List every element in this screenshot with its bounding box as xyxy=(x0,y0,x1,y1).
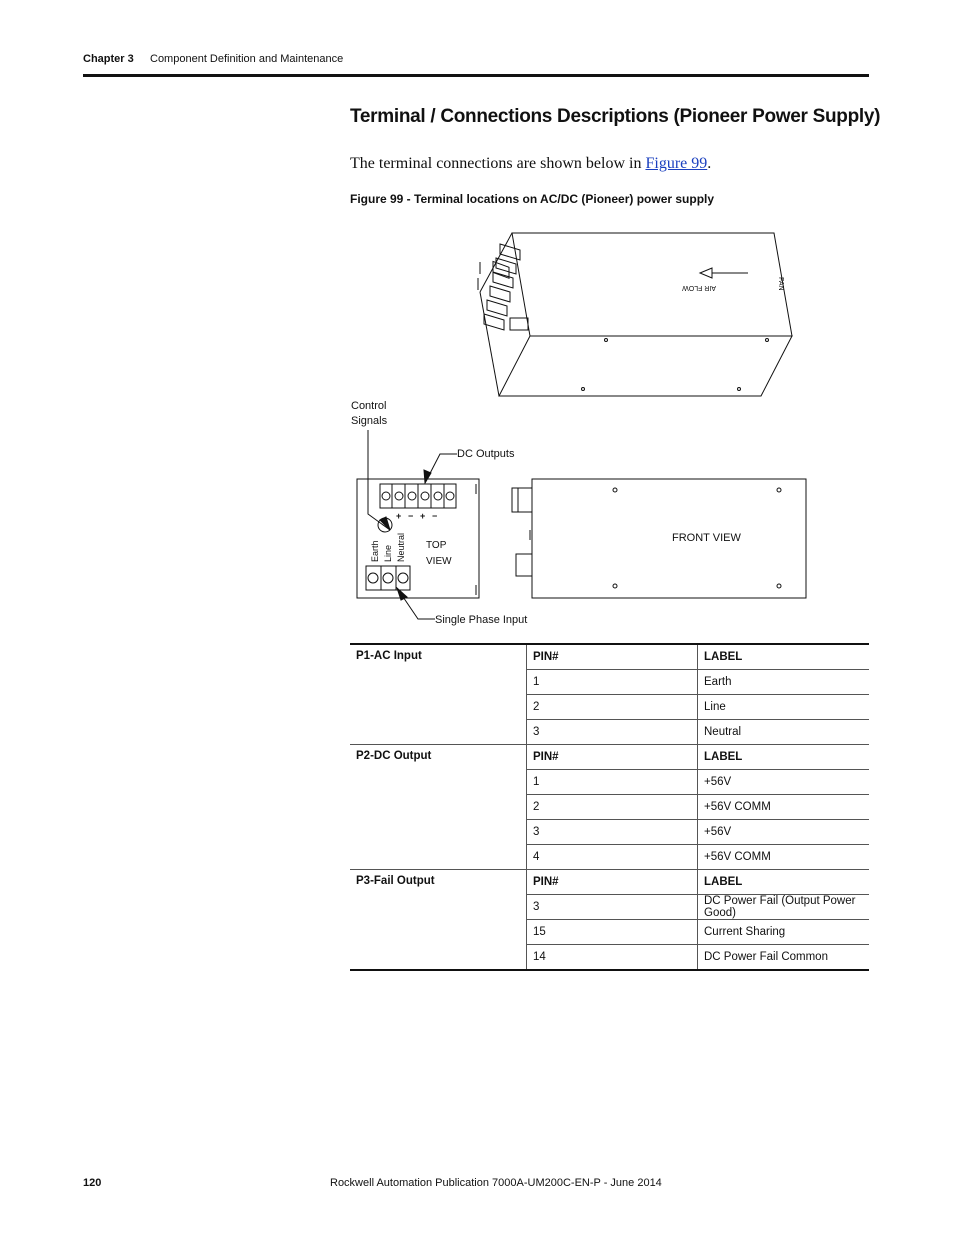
control-signals-label-2: Signals xyxy=(351,415,388,427)
pin-header: PIN# xyxy=(527,644,698,670)
group-name: P3-Fail Output xyxy=(350,870,527,971)
label-cell: Current Sharing xyxy=(698,920,870,945)
control-signals-label-1: Control xyxy=(351,400,387,412)
front-view-label: FRONT VIEW xyxy=(672,532,741,544)
label-cell: Line xyxy=(698,695,870,720)
page-number: 120 xyxy=(83,1177,102,1189)
box-top-face xyxy=(512,233,792,336)
pin-cell: 3 xyxy=(527,895,698,920)
pin-cell: 3 xyxy=(527,720,698,745)
pin-cell: 1 xyxy=(527,770,698,795)
label-cell: Neutral xyxy=(698,720,870,745)
terminal-blocks xyxy=(478,244,528,330)
figure-caption: Figure 99 - Terminal locations on AC/DC (Pioneer) power supply xyxy=(350,192,715,206)
intro-text: The terminal connections are shown below in xyxy=(350,155,646,172)
page-title: Terminal / Connections Descriptions (Pioneer Power Supply) xyxy=(350,106,881,127)
fan-label: FAN xyxy=(777,277,784,291)
group-name: P1-AC Input xyxy=(350,644,527,745)
svg-text:+: + xyxy=(396,511,402,521)
pin-cell: 2 xyxy=(527,695,698,720)
label-cell: +56V xyxy=(698,820,870,845)
top-view-label-2: VIEW xyxy=(426,556,452,567)
top-view-label-1: TOP xyxy=(426,540,447,551)
pin-cell: 14 xyxy=(527,945,698,971)
top-view xyxy=(357,479,479,598)
terminal-pin-table xyxy=(350,643,869,971)
pin-cell: 2 xyxy=(527,795,698,820)
pin-cell: 3 xyxy=(527,820,698,845)
label-cell: +56V xyxy=(698,770,870,795)
pin-cell: 1 xyxy=(527,670,698,695)
label-cell: DC Power Fail (Output Power Good) xyxy=(698,895,870,920)
chapter-label: Chapter 3 xyxy=(83,53,134,65)
box-front-face xyxy=(499,336,792,396)
table-row xyxy=(350,644,869,670)
leader-lines xyxy=(368,430,457,619)
earth-label: Earth xyxy=(370,540,380,562)
label-cell: +56V COMM xyxy=(698,845,870,870)
pin-cell: 15 xyxy=(527,920,698,945)
single-phase-input-label: Single Phase Input xyxy=(435,614,528,626)
line-label: Line xyxy=(383,544,393,562)
air-flow-label: AIR FLOW xyxy=(682,284,716,291)
power-supply-isometric xyxy=(478,233,792,396)
table-row xyxy=(350,745,869,770)
neutral-label: Neutral xyxy=(396,532,406,562)
label-cell: +56V COMM xyxy=(698,795,870,820)
pin-header: PIN# xyxy=(527,745,698,770)
label-header: LABEL xyxy=(698,870,870,895)
dc-outputs-label: DC Outputs xyxy=(457,448,515,460)
figure-99-link[interactable]: Figure 99 xyxy=(645,155,708,172)
label-cell: DC Power Fail Common xyxy=(698,945,870,971)
pin-header: PIN# xyxy=(527,870,698,895)
front-view xyxy=(512,479,806,598)
label-header: LABEL xyxy=(698,745,870,770)
group-name: P2-DC Output xyxy=(350,745,527,870)
label-header: LABEL xyxy=(698,644,870,670)
svg-text:−: − xyxy=(432,511,438,521)
section-label: Component Definition and Maintenance xyxy=(150,53,344,65)
table-row xyxy=(350,870,869,895)
svg-text:+: + xyxy=(420,511,426,521)
publication-info: Rockwell Automation Publication 7000A-UM200C-EN-P - June 2014 xyxy=(330,1177,662,1189)
box-left-bottom-edge xyxy=(480,292,499,396)
label-cell: Earth xyxy=(698,670,870,695)
dc-polarity-marks xyxy=(396,511,437,521)
pin-cell: 4 xyxy=(527,845,698,870)
svg-text:−: − xyxy=(408,511,414,521)
intro-end: . xyxy=(707,155,712,172)
